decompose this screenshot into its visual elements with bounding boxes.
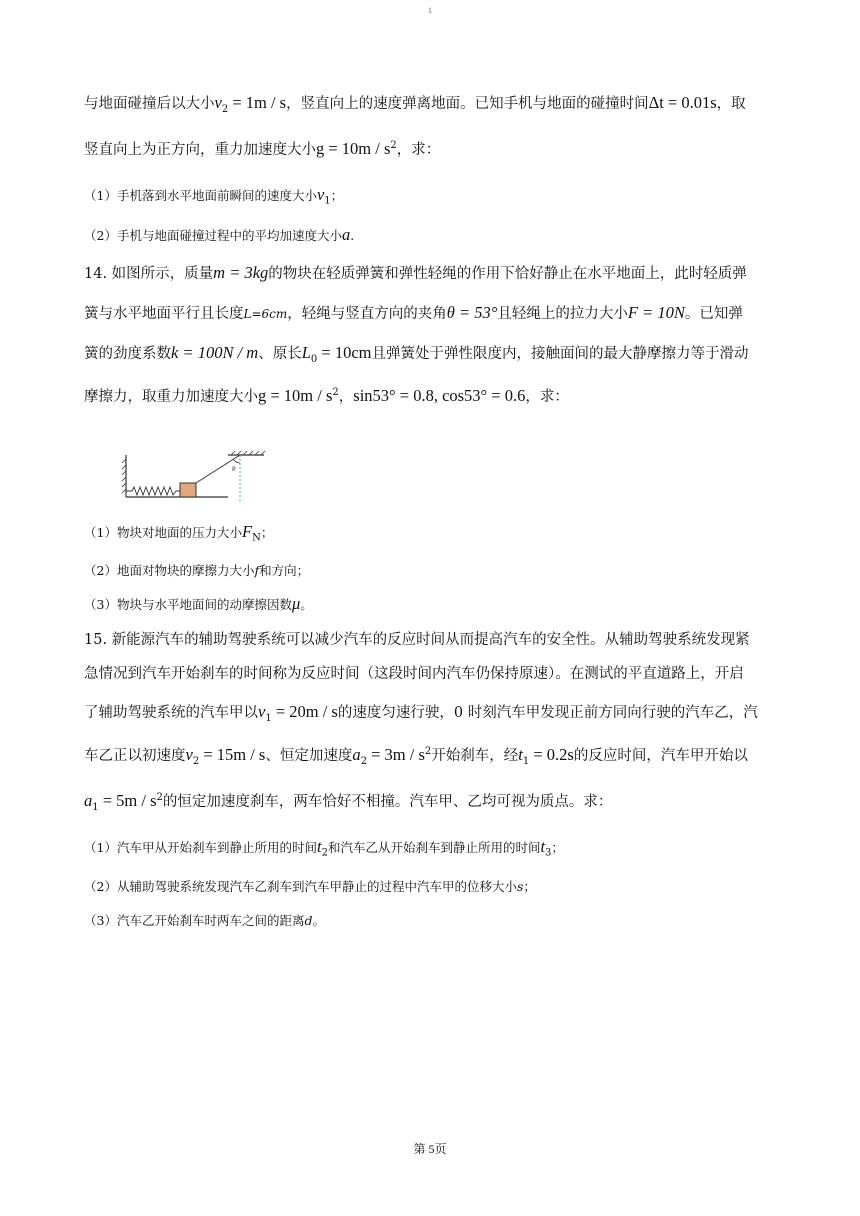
eq-m: m = 3kg	[213, 263, 269, 282]
var: d	[304, 913, 313, 928]
spring	[126, 487, 180, 495]
page-number: 第 5页	[413, 1142, 447, 1156]
text: （2）地面对物块的摩擦力大小	[84, 563, 255, 578]
p13-line-1	[84, 93, 746, 114]
p14-question-3	[84, 594, 313, 615]
text: （1）汽车甲从开始刹车到静止所用的时间	[84, 840, 317, 855]
text: 14. 如图所示，质量	[84, 266, 214, 282]
theta-label: θ	[232, 465, 236, 473]
eq: = 3m / s	[366, 745, 425, 764]
sup: 2	[156, 792, 163, 804]
page-header-mark: 1	[428, 6, 432, 15]
text: ；	[330, 188, 344, 203]
var-a1: a	[84, 791, 93, 810]
text: 、原长	[258, 346, 302, 362]
spring-block-diagram	[118, 447, 278, 505]
p13-question-1	[84, 185, 343, 206]
p14-line-2	[84, 303, 743, 324]
p15-question-2	[84, 877, 536, 897]
text: 的反应时间，汽车甲开始以	[573, 748, 748, 764]
text: 15. 新能源汽车的辅助驾驶系统可以减少汽车的反应时间从而提高汽车的安全性。从辅助驾驶系统发现紧	[84, 632, 750, 648]
text: （3）汽车乙开始刹车时两车之间的距离	[84, 913, 305, 928]
eq: = 10cm	[317, 343, 372, 362]
text: 车乙正以初速度	[84, 748, 186, 764]
p13-line-2	[84, 139, 440, 160]
text: （2）手机与地面碰撞过程中的平均加速度大小	[84, 228, 342, 243]
var-t1: t	[518, 745, 523, 764]
text: 的恒定加速度刹车，两车恰好不相撞。汽车甲、乙均可视为质点。求：	[162, 794, 613, 810]
p14-question-1	[84, 522, 273, 543]
text: 且弹簧处于弹性限度内，接触面间的最大静摩擦力等于滑动	[371, 346, 749, 362]
text: 。	[312, 913, 325, 928]
var: f	[254, 563, 260, 578]
sub: 1	[522, 755, 530, 767]
eq: = 5m / s	[98, 791, 157, 810]
p15-question-3	[84, 911, 325, 931]
p14-line-4	[84, 386, 569, 407]
text: （1）物块对地面的压力大小	[84, 525, 242, 540]
eq-theta: θ = 53°	[446, 303, 498, 322]
eq-g: g = 10m / s	[316, 139, 391, 158]
sub: 1	[92, 801, 99, 813]
var: μ	[291, 594, 301, 613]
var-a2: a	[352, 745, 361, 764]
text: ，求：	[525, 389, 569, 405]
text: ；	[260, 525, 274, 540]
text: ，求：	[396, 142, 441, 158]
block	[180, 483, 196, 497]
text: 的物块在轻质弹簧和弹性轻绳的作用下恰好静止在水平地面上，此时轻质弹	[268, 266, 747, 282]
sup: 2	[424, 746, 432, 758]
text: ，轻绳与竖直方向的夹角	[287, 306, 447, 322]
text: ，取	[716, 96, 746, 112]
p15-line-2	[84, 664, 744, 684]
eq: = 15m / s	[199, 745, 266, 764]
p14-line-1	[84, 263, 747, 284]
text: 了辅助驾驶系统的汽车甲以	[84, 705, 258, 721]
var-v2: v	[185, 745, 193, 764]
text: 且轻绳上的拉力大小	[497, 306, 628, 322]
var: F	[241, 522, 253, 541]
sup: 2	[332, 387, 339, 399]
p15-line-4	[84, 745, 748, 766]
p15-question-1	[84, 837, 564, 858]
sub: 0	[310, 353, 318, 365]
text: 和汽车乙从开始刹车到静止所用的时间	[327, 840, 541, 855]
var-L0: L	[301, 343, 311, 362]
angle-arc	[234, 460, 241, 464]
p15-line-3	[84, 702, 758, 723]
text: 。	[300, 597, 313, 612]
sub: 2	[321, 847, 328, 859]
sub: 2	[221, 103, 229, 115]
p13-question-2	[84, 225, 354, 246]
text: 摩擦力，取重力加速度大小	[84, 389, 258, 405]
sup: 2	[390, 140, 397, 152]
var-v2: v	[214, 93, 222, 112]
sub: 2	[192, 755, 200, 767]
eq-dt: Δt = 0.01s	[648, 93, 717, 112]
text: ，	[338, 389, 354, 405]
text: 的速度匀速行驶，0 时刻汽车甲发现正前方同向行驶的汽车乙，汽	[337, 705, 758, 721]
text: （2）从辅助驾驶系统发现汽车乙刹车到汽车甲静止的过程中汽车甲的位移大小	[84, 879, 517, 894]
text: 竖直向上为正方向，重力加速度大小	[84, 142, 316, 158]
text: ；	[523, 879, 536, 894]
text: .	[350, 228, 355, 243]
text: 簧与水平地面平行且长度	[84, 306, 244, 322]
eq-trig: sin53° = 0.8, cos53° = 0.6	[353, 386, 526, 405]
eq-L: L=6cm	[243, 307, 288, 321]
sub: 3	[545, 847, 552, 859]
text: 簧的劲度系数	[84, 346, 171, 362]
text: ；	[551, 840, 564, 855]
sub: N	[252, 532, 261, 544]
p14-line-3	[84, 343, 749, 364]
eq: = 0.2s	[529, 745, 574, 764]
var: s	[516, 879, 524, 894]
text: 急情况到汽车开始刹车的时间称为反应时间（这段时间内汽车仍保持原速）。在测试的平直道路上，开启	[84, 666, 744, 682]
var-v1: v	[258, 702, 266, 721]
var: v	[316, 185, 325, 204]
var-t2: t	[316, 837, 322, 856]
text: （3）物块与水平地面间的动摩擦因数	[84, 597, 292, 612]
eq: = 1m / s	[228, 93, 287, 112]
eq: = 20m / s	[271, 702, 338, 721]
sub: 2	[360, 755, 367, 767]
text: （1）手机落到水平地面前瞬间的速度大小	[84, 188, 317, 203]
eq-F: F = 10N	[627, 303, 685, 322]
text: 开始刹车，经	[431, 748, 519, 764]
ceiling-hatching	[231, 451, 265, 455]
sub: 1	[324, 195, 331, 207]
text: ，竖直向上的速度弹离地面。已知手机与地面的碰撞时间	[286, 96, 649, 112]
var: a	[341, 225, 351, 244]
p14-question-2	[84, 561, 309, 581]
p15-line-1	[84, 630, 750, 650]
eq-k: k = 100N / m	[171, 343, 259, 362]
text: 、恒定加速度	[265, 748, 353, 764]
var-t3: t	[540, 837, 546, 856]
text: 。已知弹	[684, 306, 743, 322]
eq-g: g = 10m / s	[258, 386, 333, 405]
text: 与地面碰撞后以大小	[84, 96, 215, 112]
text: 和方向；	[259, 563, 310, 578]
p15-line-5	[84, 791, 612, 812]
sub: 1	[265, 712, 272, 724]
